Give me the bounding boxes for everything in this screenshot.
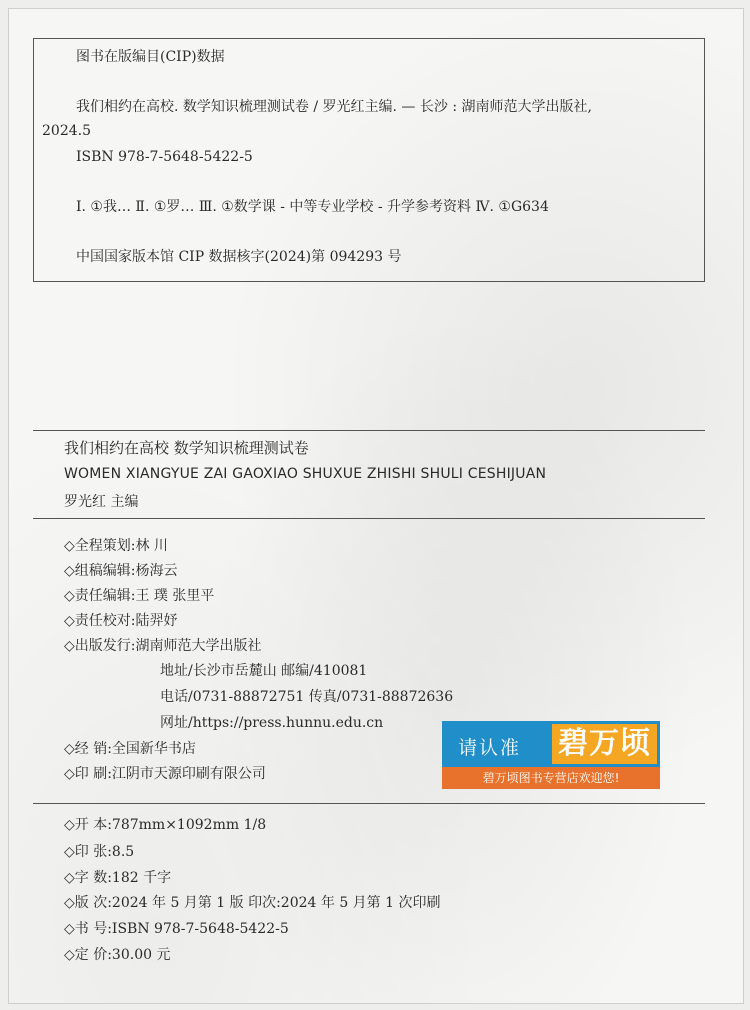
cip-line-1: 我们相约在高校. 数学知识梳理测试卷 / 罗光红主编. — 长沙 : 湖南师范大学出版社,	[76, 99, 592, 115]
divider-top	[33, 430, 705, 431]
credit-printer: ◇印 刷:江阴市天源印刷有限公司	[64, 766, 266, 782]
cip-line-1-cont: 2024.5	[42, 123, 91, 139]
cip-record-number: 中国国家版本馆 CIP 数据核字(2024)第 094293 号	[76, 249, 402, 265]
badge-brand-text: 碧万顷	[552, 724, 657, 764]
credit-publisher: ◇出版发行:湖南师范大学出版社	[64, 638, 262, 654]
credit-distributor: ◇经 销:全国新华书店	[64, 741, 196, 757]
spec-isbn: ◇书 号:ISBN 978-7-5648-5422-5	[64, 921, 289, 937]
spec-word-count: ◇字 数:182 千字	[64, 870, 172, 886]
divider-middle	[33, 518, 705, 519]
cip-isbn: ISBN 978-7-5648-5422-5	[76, 149, 253, 165]
badge-prefix-text: 请认准	[458, 737, 522, 759]
cip-heading: 图书在版编目(CIP)数据	[76, 49, 225, 65]
book-title: 我们相约在高校 数学知识梳理测试卷	[64, 439, 309, 457]
book-title-pinyin: WOMEN XIANGYUE ZAI GAOXIAO SHUXUE ZHISHI SHULI CESHIJUAN	[64, 466, 547, 482]
credit-planner: ◇全程策划:林 川	[64, 538, 168, 554]
credit-proofreader: ◇责任校对:陆羿妤	[64, 613, 178, 629]
divider-bottom	[33, 803, 705, 804]
credit-acquisition-editor: ◇组稿编辑:杨海云	[64, 563, 178, 579]
spec-price: ◇定 价:30.00 元	[64, 947, 171, 963]
book-editor: 罗光红 主编	[64, 494, 139, 510]
spec-edition: ◇版 次:2024 年 5 月第 1 版 印次:2024 年 5 月第 1 次印刷	[64, 895, 441, 911]
spec-sheets: ◇印 张:8.5	[64, 844, 135, 860]
spec-format: ◇开 本:787mm×1092mm 1/8	[64, 817, 267, 833]
shop-watermark-badge	[442, 721, 660, 789]
cip-classification: Ⅰ. ①我… Ⅱ. ①罗… Ⅲ. ①数学课 - 中等专业学校 - 升学参考资料 Ⅳ. ①G634	[76, 199, 549, 215]
publisher-website: 网址/https://press.hunnu.edu.cn	[160, 715, 384, 731]
publisher-address: 地址/长沙市岳麓山 邮编/410081	[160, 663, 368, 679]
badge-tagline: 碧万顷图书专营店欢迎您!	[442, 767, 660, 789]
publisher-phone-fax: 电话/0731-88872751 传真/0731-88872636	[160, 689, 454, 705]
credit-responsible-editors: ◇责任编辑:王 璞 张里平	[64, 588, 215, 604]
